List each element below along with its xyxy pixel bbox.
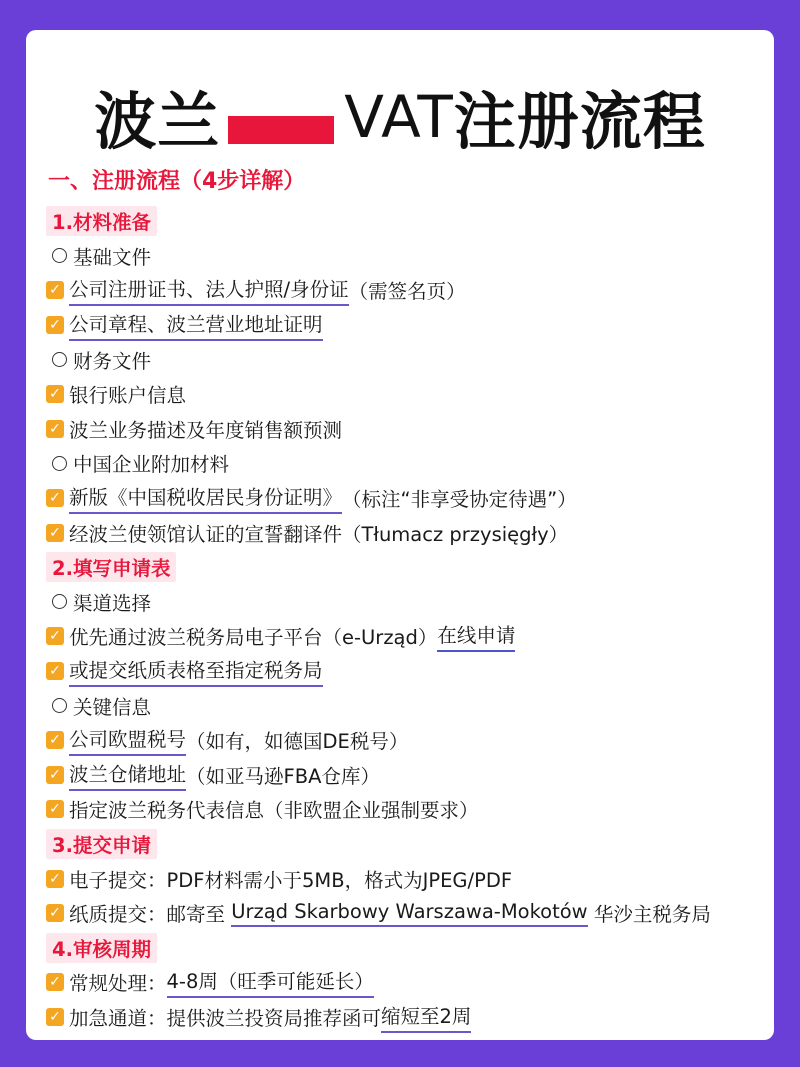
check-box-icon: ✓ [46, 662, 64, 680]
step-badge-1: 1.材料准备 [46, 206, 157, 236]
item-text: 经波兰使领馆认证的宣誓翻译件（Tłumacz przysięgły） [69, 522, 569, 546]
list-item [46, 412, 766, 447]
item-text: 银行账户信息 [69, 384, 187, 408]
item-text: 波兰业务描述及年度销售额预测 [69, 418, 343, 442]
step-badge-2: 2.填写申请表 [46, 552, 176, 582]
list-item [46, 585, 766, 620]
item-text: 4-8周（旺季可能延长） [167, 966, 374, 998]
item-text: 财务文件 [73, 349, 152, 373]
item-text: 常规处理： [69, 972, 167, 996]
list-item [46, 758, 766, 793]
circle-bullet-icon [52, 456, 67, 471]
list-item [46, 619, 766, 654]
check-box-icon: ✓ [46, 731, 64, 749]
step-badge-3: 3.提交申请 [46, 829, 157, 859]
list-item [46, 446, 766, 481]
step-row [46, 550, 766, 585]
item-text: 电子提交：PDF材料需小于5MB，格式为JPEG/PDF [69, 868, 513, 892]
step-row [46, 930, 766, 965]
check-box-icon: ✓ [46, 627, 64, 645]
title-left: 波兰 [94, 85, 221, 158]
item-text: （如有，如德国DE税号） [186, 730, 409, 754]
circle-bullet-icon [52, 698, 67, 713]
list-item [46, 723, 766, 758]
page-title [26, 72, 774, 161]
item-text: 指定波兰税务代表信息（非欧盟企业强制要求） [69, 799, 479, 823]
check-box-icon: ✓ [46, 1008, 64, 1026]
item-text: 华沙主税务局 [587, 903, 711, 927]
list-item [46, 861, 766, 896]
list-item [46, 654, 766, 689]
item-text: 或提交纸质表格至指定税务局 [69, 655, 323, 687]
item-text: Urząd Skarbowy Warszawa-Mokotów [231, 900, 587, 927]
section-heading: 一、注册流程（4步详解） [48, 169, 306, 194]
check-box-icon: ✓ [46, 316, 64, 334]
item-text: 基础文件 [73, 245, 152, 269]
item-text: 中国企业附加材料 [73, 453, 230, 477]
item-text: 公司章程、波兰营业地址证明 [69, 309, 323, 341]
item-text: 渠道选择 [73, 591, 152, 615]
list-item [46, 377, 766, 412]
red-redaction-bar [228, 116, 334, 144]
list-item [46, 481, 766, 516]
list-item [46, 896, 766, 931]
list-item [46, 308, 766, 343]
item-text: （标注“非享受协定待遇”） [342, 488, 577, 512]
item-text: （需签名页） [348, 280, 466, 304]
check-box-icon: ✓ [46, 489, 64, 507]
item-text: 公司注册证书、法人护照/身份证 [69, 274, 349, 306]
item-text: 关键信息 [73, 695, 152, 719]
list-item [46, 965, 766, 1000]
check-box-icon: ✓ [46, 800, 64, 818]
item-text: 新版《中国税收居民身份证明》 [69, 482, 342, 514]
item-text: 公司欧盟税号 [69, 724, 186, 756]
item-text: 在线申请 [437, 620, 515, 652]
item-text: 波兰仓储地址 [69, 759, 186, 791]
circle-bullet-icon [52, 352, 67, 367]
check-box-icon: ✓ [46, 870, 64, 888]
check-box-icon: ✓ [46, 420, 64, 438]
check-box-icon: ✓ [46, 524, 64, 542]
item-text: 优先通过波兰税务局电子平台（e-Urząd） [69, 626, 438, 650]
check-box-icon: ✓ [46, 281, 64, 299]
list-item [46, 273, 766, 308]
check-box-icon: ✓ [46, 973, 64, 991]
step-row [46, 204, 766, 239]
check-box-icon: ✓ [46, 385, 64, 403]
list-item [46, 688, 766, 723]
item-text: （如亚马逊FBA仓库） [186, 764, 380, 788]
circle-bullet-icon [52, 248, 67, 263]
circle-bullet-icon [52, 594, 67, 609]
item-text: 缩短至2周 [381, 1001, 471, 1033]
item-text: 加急通道：提供波兰投资局推荐函可 [69, 1006, 382, 1030]
title-right: 注册流程 [453, 85, 706, 158]
check-box-icon: ✓ [46, 904, 64, 922]
check-box-icon: ✓ [46, 766, 64, 784]
step-row [46, 827, 766, 862]
list-item [46, 792, 766, 827]
list-item [46, 515, 766, 550]
step-badge-4: 4.审核周期 [46, 933, 157, 963]
list-item [46, 1000, 766, 1035]
steps-list [46, 204, 766, 1034]
item-text: 纸质提交：邮寄至 [69, 903, 232, 927]
content-card [26, 30, 774, 1040]
title-latin: VAT [344, 82, 454, 151]
list-item [46, 342, 766, 377]
list-item [46, 239, 766, 274]
